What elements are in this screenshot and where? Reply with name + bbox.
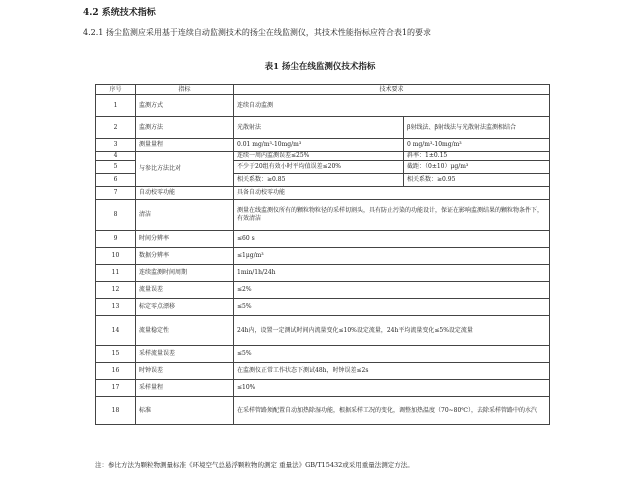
row-item: 标定零点漂移 [136, 299, 234, 316]
row-no: 7 [96, 187, 136, 200]
row-no: 18 [96, 397, 136, 425]
row-requirement-a: 光散射法 [234, 117, 404, 139]
row-item: 连续监测时间周期 [136, 265, 234, 282]
row-no: 17 [96, 380, 136, 397]
row-no: 5 [96, 161, 136, 174]
row-requirement: 24h内，设置一定测试时间内流量变化≤10%设定流量，24h平均流量变化≤5%设定流量 [234, 316, 550, 346]
table-row [96, 363, 550, 380]
row-no: 15 [96, 346, 136, 363]
header-requirement: 技术要求 [234, 85, 550, 95]
table-row [96, 299, 550, 316]
row-requirement-a: 相关系数：≥0.85 [234, 174, 404, 187]
table-row [96, 95, 550, 117]
row-no: 14 [96, 316, 136, 346]
row-no: 13 [96, 299, 136, 316]
table-row [96, 265, 550, 282]
intro-paragraph: 4.2.1 扬尘监测应采用基于连续自动监测技术的扬尘在线监测仪，其技术性能指标应符合表1的要求 [83, 28, 431, 37]
row-no: 4 [96, 152, 136, 161]
row-item: 测量量程 [136, 139, 234, 152]
table-title: 表1 扬尘在线监测仪技术指标 [264, 62, 376, 72]
row-requirement-b: 斜率：1±0.15 [404, 152, 550, 161]
spec-table [95, 84, 550, 425]
table-row [96, 187, 550, 200]
row-item: 监测方式 [136, 95, 234, 117]
row-no: 9 [96, 231, 136, 248]
row-item: 流量误差 [136, 282, 234, 299]
row-requirement: 测量在线监测仪所有的颗粒物粒径的采样切割头，具有防止污染的功能设计，保证在影响监测结果的颗粒物条件下，有效清洁 [234, 200, 550, 231]
section-heading: 4.2 系统技术指标 [83, 8, 156, 18]
row-requirement: ≤5% [234, 346, 550, 363]
row-no: 10 [96, 248, 136, 265]
row-requirement-b: β射线法、β射线法与光散射法监测相结合 [404, 117, 550, 139]
row-requirement: ≤60 s [234, 231, 550, 248]
row-item: 数据分辨率 [136, 248, 234, 265]
row-requirement-a: 连续一周内监测误差≤25% [234, 152, 404, 161]
table-row [96, 397, 550, 425]
row-item: 时间分辨率 [136, 231, 234, 248]
row-item: 时钟误差 [136, 363, 234, 380]
table-row [96, 139, 550, 152]
row-requirement: ≤10% [234, 380, 550, 397]
row-no: 2 [96, 117, 136, 139]
row-no: 16 [96, 363, 136, 380]
row-requirement: 在采样管路须配置自动加热除湿功能，根据采样工况的变化，调整加热温度（70~80℃），去除采样管路中的水汽 [234, 397, 550, 425]
row-requirement: ≤1μg/m³ [234, 248, 550, 265]
table-row [96, 346, 550, 363]
row-item: 采样量程 [136, 380, 234, 397]
row-item: 标准 [136, 397, 234, 425]
header-no: 序号 [96, 85, 136, 95]
table-row [96, 152, 550, 161]
row-no: 1 [96, 95, 136, 117]
table-row [96, 282, 550, 299]
row-requirement-a: 不少于20组有效小时平均值误差≤20% [234, 161, 404, 174]
row-requirement: 在监测仪正常工作状态下测试48h，时钟误差≤2s [234, 363, 550, 380]
table-footnote: 注：参比方法为颗粒物测量标准《环境空气总悬浮颗粒物的测定 重量法》GB/T15432或采用重量法测定方法。 [95, 461, 414, 469]
row-no: 6 [96, 174, 136, 187]
row-item: 自动校零功能 [136, 187, 234, 200]
row-requirement: ≤5% [234, 299, 550, 316]
row-item: 与参比方法比对 [136, 152, 234, 187]
row-requirement: ≤2% [234, 282, 550, 299]
table-row [96, 248, 550, 265]
table-header-row [96, 85, 550, 95]
row-item: 监测方法 [136, 117, 234, 139]
row-no: 8 [96, 200, 136, 231]
row-no: 12 [96, 282, 136, 299]
row-no: 3 [96, 139, 136, 152]
table-row [96, 231, 550, 248]
row-item: 流量稳定性 [136, 316, 234, 346]
row-requirement: 连续自动监测 [234, 95, 550, 117]
row-requirement-b: 相关系数：≥0.95 [404, 174, 550, 187]
row-item: 清洁 [136, 200, 234, 231]
row-requirement: 1min/1h/24h [234, 265, 550, 282]
table-row [96, 380, 550, 397]
row-no: 11 [96, 265, 136, 282]
table-row [96, 117, 550, 139]
row-requirement-b: 截距：（0±10）μg/m³ [404, 161, 550, 174]
row-requirement-b: 0 mg/m³-10mg/m³ [404, 139, 550, 152]
header-item: 指标 [136, 85, 234, 95]
row-item: 采样流量误差 [136, 346, 234, 363]
table-row [96, 200, 550, 231]
row-requirement-a: 0.01 mg/m³-10mg/m³ [234, 139, 404, 152]
table-row [96, 316, 550, 346]
row-requirement: 具备自动校零功能 [234, 187, 550, 200]
